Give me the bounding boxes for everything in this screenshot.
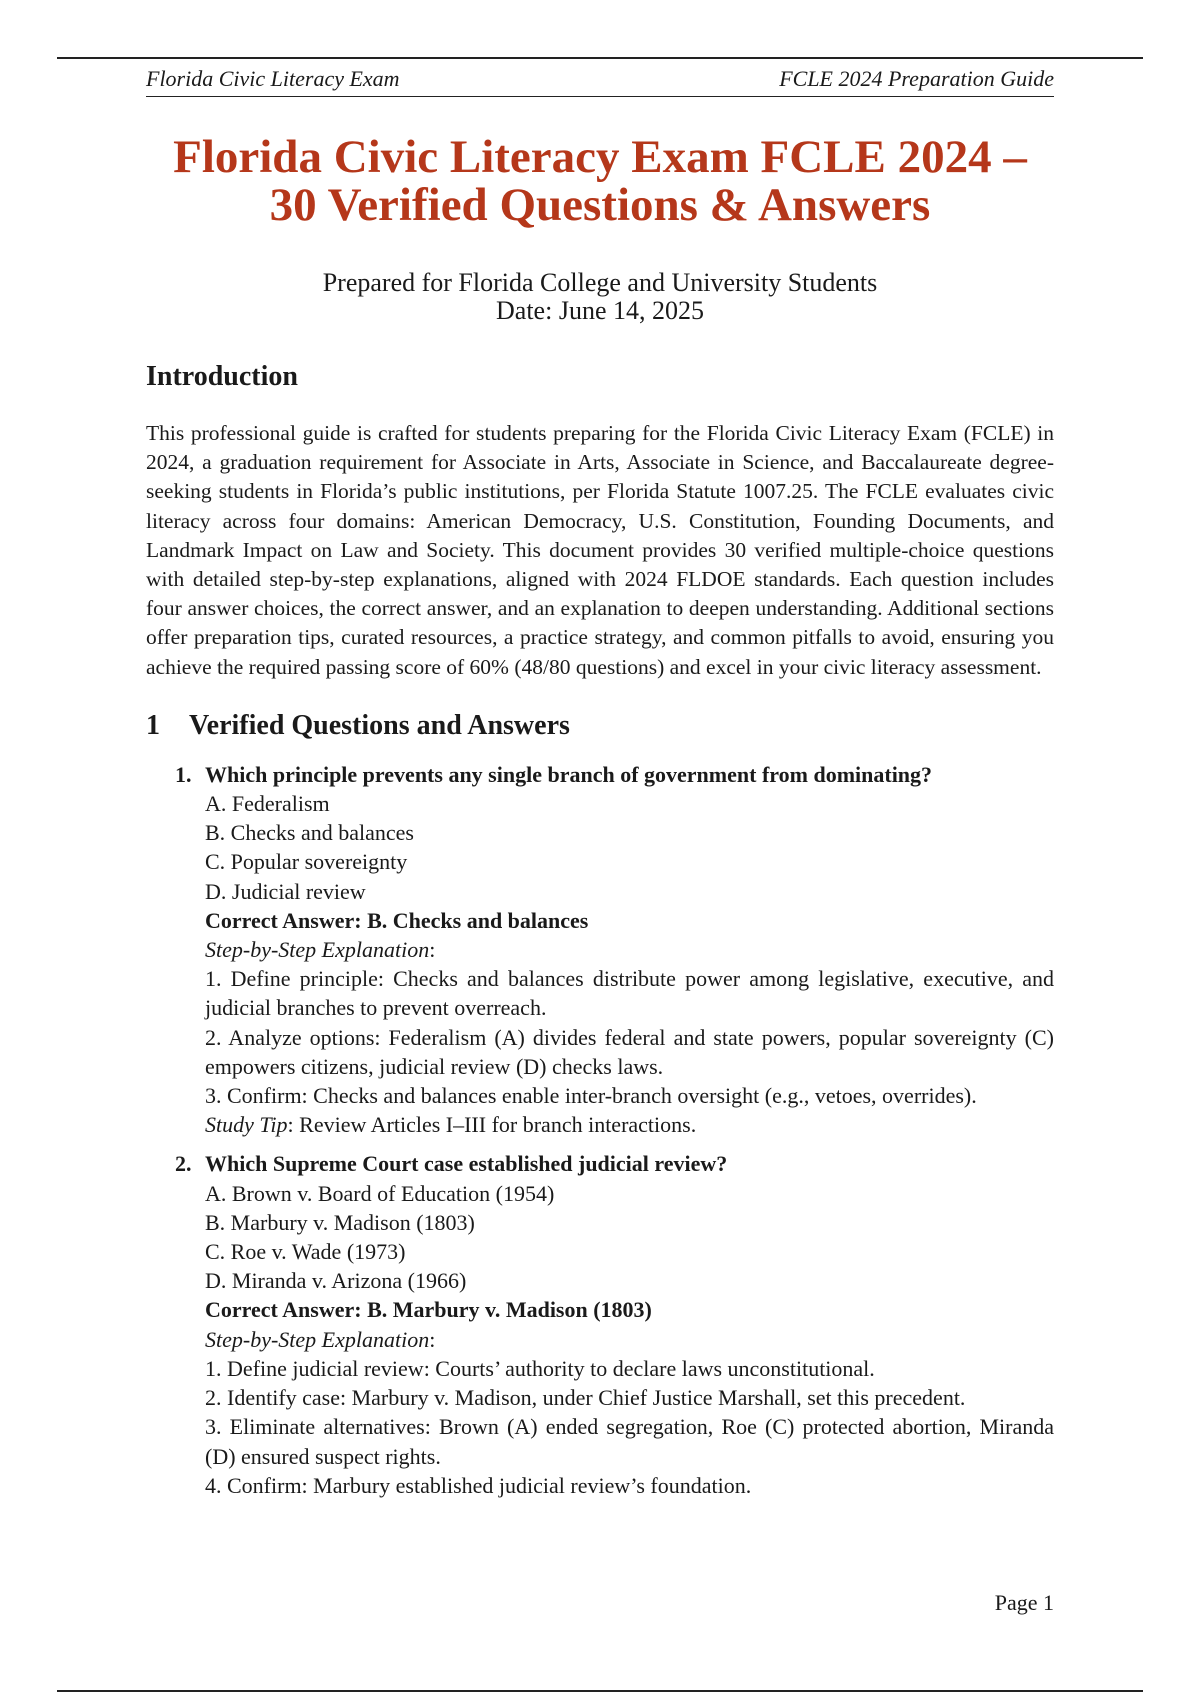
explanation-label: Step-by-Step Explanation (205, 937, 430, 963)
explanation-step: 3. Eliminate alternatives: Brown (A) ended segregation, Roe (C) protected abortion, Miranda (D) ensured suspect rights. (205, 1414, 1054, 1469)
document-meta (146, 269, 1054, 325)
question-number: 2. (175, 1151, 192, 1177)
intro-paragraph: This professional guide is crafted for students preparing for the Florida Civic Literacy Exam (FCLE) in 2024, a graduation requirement for Associate in Arts, Associate in Science, and Baccalaureate degree-seeking students in Florida’s public institutions, per Florida Statute 1007.25. The FCLE evaluates civic literacy across four domains: American Democracy, U.S. Constitution, Founding Documents, and Landmark Impact on Law and Society. This document provides 30 verified multiple-choice questions with detailed step-by-step explanations, aligned with 2024 FLDOE standards. Each question includes four answer choices, the correct answer, and an explanation to deepen understanding. Additional sections offer preparation tips, curated resources, a practice strategy, and common pitfalls to avoid, ensuring you achieve the required passing score of 60% (48/80 questions) and excel in your civic literacy assessment. (146, 421, 1054, 679)
option-d: D. Judicial review (205, 878, 366, 904)
option-a: A. Brown v. Board of Education (1954) (205, 1180, 555, 1206)
section-title: Verified Questions and Answers (189, 709, 570, 741)
question-text: Which Supreme Court case established judicial review? (205, 1151, 728, 1177)
explanation-step: 4. Confirm: Marbury established judicial review’s foundation. (205, 1472, 752, 1498)
top-edge-rule (57, 57, 1143, 59)
explanation-step: 1. Define principle: Checks and balances distribute power among legislative, executive, and judicial branches to prevent overreach. (205, 966, 1054, 1021)
explanation-label: Step-by-Step Explanation (205, 1326, 430, 1352)
bottom-edge-rule (57, 1690, 1143, 1692)
question-1 (146, 760, 1054, 1140)
explanation-label-row: Step-by-Step Explanation: (205, 937, 436, 963)
question-list (146, 760, 1054, 1500)
option-d: D. Miranda v. Arizona (1966) (205, 1268, 467, 1294)
header-left: Florida Civic Literacy Exam (146, 66, 400, 91)
section-number: 1 (146, 709, 160, 741)
document-page (146, 66, 1054, 1510)
section-heading (146, 710, 1054, 742)
explanation-step: 2. Identify case: Marbury v. Madison, under Chief Justice Marshall, set this precedent. (205, 1385, 966, 1411)
study-tip: Study Tip: Review Articles I–III for branch interactions. (205, 1112, 697, 1138)
explanation-step: 3. Confirm: Checks and balances enable inter-branch oversight (e.g., vetoes, overrides). (205, 1083, 977, 1109)
correct-answer: Correct Answer: B. Checks and balances (205, 907, 589, 933)
explanation-step: 2. Analyze options: Federalism (A) divides federal and state powers, popular sovereignty (C) empowers citizens, judicial review (D) checks laws. (205, 1024, 1054, 1079)
study-tip-label: Study Tip (205, 1112, 288, 1138)
question-2 (146, 1149, 1054, 1499)
question-text: Which principle prevents any single branch of government from dominating? (205, 761, 933, 787)
study-tip-text: Review Articles I–III for branch interactions. (299, 1112, 697, 1138)
explanation-step: 1. Define judicial review: Courts’ authority to declare laws unconstitutional. (205, 1355, 875, 1381)
header-right: FCLE 2024 Preparation Guide (779, 66, 1054, 91)
intro-heading: Introduction (146, 361, 298, 392)
prepared-for: Prepared for Florida College and University Students (322, 268, 878, 297)
question-number: 1. (175, 761, 192, 787)
page-number: Page 1 (994, 1590, 1054, 1615)
title-line-1: Florida Civic Literacy Exam FCLE 2024 – (173, 131, 1027, 183)
option-b: B. Marbury v. Madison (1803) (205, 1209, 475, 1235)
document-title (146, 133, 1054, 229)
option-c: C. Popular sovereignty (205, 849, 408, 875)
option-c: C. Roe v. Wade (1973) (205, 1239, 406, 1265)
correct-answer: Correct Answer: B. Marbury v. Madison (1803) (205, 1297, 652, 1323)
explanation-label-row: Step-by-Step Explanation: (205, 1326, 436, 1352)
option-a: A. Federalism (205, 791, 330, 817)
option-b: B. Checks and balances (205, 820, 414, 846)
document-date: Date: June 14, 2025 (496, 296, 704, 325)
title-line-2: 30 Verified Questions & Answers (269, 179, 931, 231)
running-header (146, 66, 1054, 97)
